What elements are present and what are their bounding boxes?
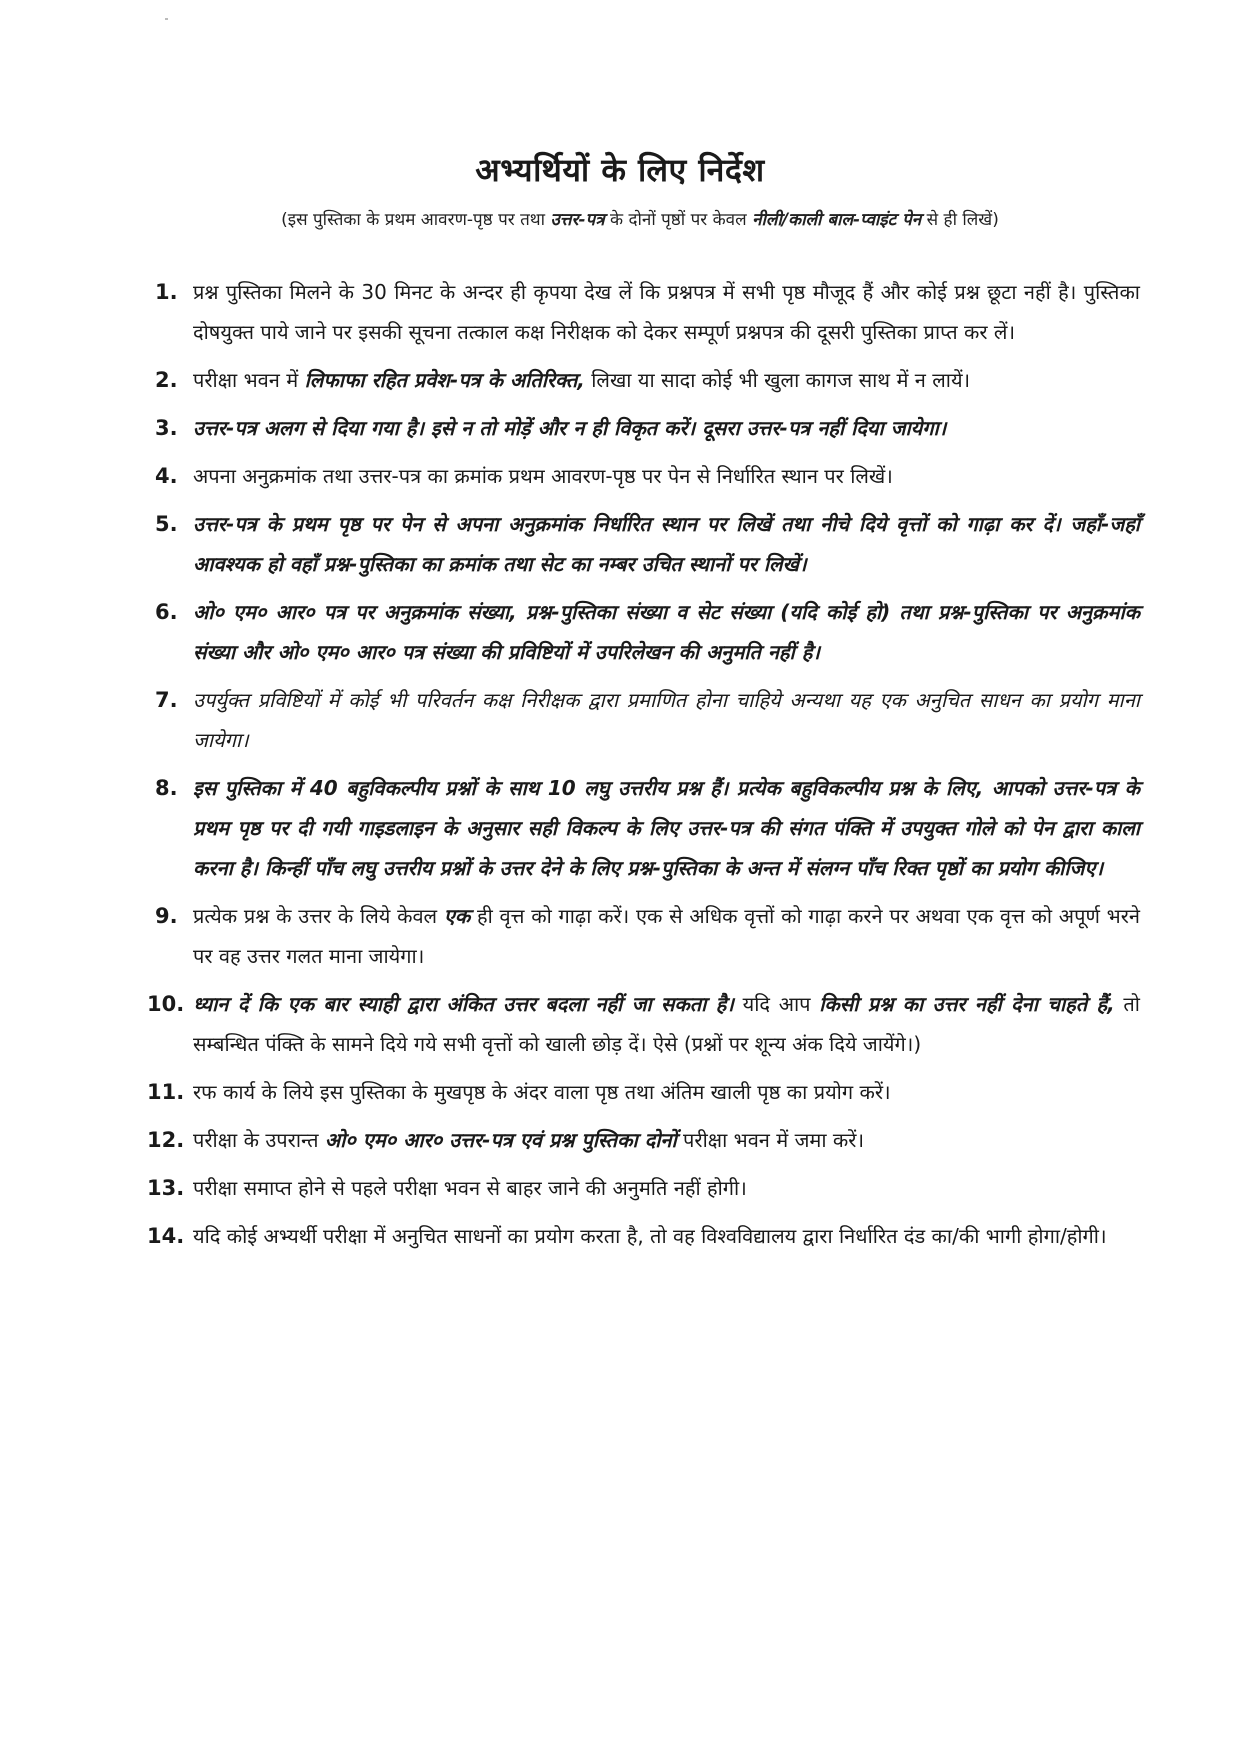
instruction-number: 8. — [155, 776, 178, 800]
instruction-item-9 — [155, 896, 1140, 976]
instruction-number: 4. — [155, 464, 178, 488]
instruction-text: उत्तर-पत्र अलग से दिया गया है। इसे न तो मोड़ें और न ही विकृत करें। दूसरा उत्तर-पत्र नहीं दिया जायेगा। — [193, 416, 947, 440]
instruction-item-11 — [147, 1072, 1140, 1112]
subtitle-part-2: उत्तर-पत्र — [550, 210, 605, 230]
page-subtitle — [150, 207, 1130, 230]
instruction-number: 11. — [147, 1080, 185, 1104]
instruction-text: तो सम्बन्धित पंक्ति के सामने दिये गये सभी वृत्तों को खाली छोड़ दें। ऐसे (प्रश्नों पर शून्य अंक दिये जायेंगे।) — [193, 992, 1140, 1056]
instruction-number: 3. — [155, 416, 178, 440]
instruction-list — [147, 272, 1140, 1264]
instruction-text: उत्तर-पत्र के प्रथम पृष्ठ पर पेन से अपना अनुक्रमांक निर्धारित स्थान पर लिखें तथा नीचे दिये वृत्तों को गाढ़ा कर दें। जहाँ-जहाँ आवश्यक हो वहाँ प्रश्न-पुस्तिका का क्रमांक तथा सेट का नम्बर उचित स्थानों पर लिखें। — [193, 512, 1140, 576]
instruction-emphasis: किसी प्रश्न का उत्तर नहीं देना चाहते हैं, — [819, 992, 1115, 1016]
instruction-emphasis: एक — [443, 904, 471, 928]
instruction-item-5 — [155, 504, 1140, 584]
instruction-number: 13. — [147, 1176, 185, 1200]
page-title: अभ्यर्थियों के लिए निर्देश — [475, 151, 765, 189]
instruction-text: प्रत्येक प्रश्न के उत्तर के लिये केवल — [193, 904, 438, 928]
instruction-item-13 — [147, 1168, 1140, 1208]
instruction-emphasis: ओ० एम० आर० उत्तर-पत्र एवं प्रश्न पुस्तिका दोनों — [324, 1128, 677, 1152]
instruction-number: 12. — [147, 1128, 185, 1152]
instruction-item-12 — [147, 1120, 1140, 1160]
instruction-text: परीक्षा भवन में जमा करें। — [683, 1128, 865, 1152]
instruction-item-4 — [155, 456, 1140, 496]
instruction-text: यदि आप — [742, 992, 811, 1016]
instruction-number: 14. — [147, 1224, 185, 1248]
instruction-text: इस पुस्तिका में 40 बहुविकल्पीय प्रश्नों के साथ 10 लघु उत्तरीय प्रश्न हैं। प्रत्येक बहुविकल्पीय प्रश्न के लिए, आपको उत्तर-पत्र के प्रथम पृष्ठ पर दी गयी गाइडलाइन के अनुसार सही विकल्प के लिए उत्तर-पत्र की संगत पंक्ति में उपयुक्त गोले को पेन द्वारा काला करना है। किन्हीं पाँच लघु उत्तरीय प्रश्नों के उत्तर देने के लिए प्रश्न-पुस्तिका के अन्त में संलग्न पाँच रिक्त पृष्ठों का प्रयोग कीजिए। — [193, 776, 1140, 880]
instruction-text: उपर्युक्त प्रविष्टियों में कोई भी परिवर्तन कक्ष निरीक्षक द्वारा प्रमाणित होना चाहिये अन्यथा यह एक अनुचित साधन का प्रयोग माना जायेगा। — [193, 688, 1140, 752]
instruction-text: ही वृत्त को गाढ़ा करें। एक से अधिक वृत्तों को गाढ़ा करने पर अथवा एक वृत्त को अपूर्ण भरने पर वह उत्तर गलत माना जायेगा। — [193, 904, 1140, 968]
instruction-item-10 — [147, 984, 1140, 1064]
instruction-number: 7. — [155, 688, 178, 712]
instruction-text: अपना अनुक्रमांक तथा उत्तर-पत्र का क्रमांक प्रथम आवरण-पृष्ठ पर पेन से निर्धारित स्थान पर लिखें। — [193, 464, 893, 488]
instruction-text: ओ० एम० आर० पत्र पर अनुक्रमांक संख्या, प्रश्न-पुस्तिका संख्या व सेट संख्या (यदि कोई हो) तथा प्रश्न-पुस्तिका पर अनुक्रमांक संख्या और ओ० एम० आर० पत्र संख्या की प्रविष्टियों में उपरिलेखन की अनुमति नहीं है। — [193, 600, 1140, 664]
instruction-item-14 — [147, 1216, 1140, 1256]
instruction-text: यदि कोई अभ्यर्थी परीक्षा में अनुचित साधनों का प्रयोग करता है, तो वह विश्वविद्यालय द्वारा निर्धारित दंड का/की भागी होगा/होगी। — [193, 1224, 1107, 1248]
subtitle-part-1: (इस पुस्तिका के प्रथम आवरण-पृष्ठ पर तथा — [281, 210, 546, 230]
instruction-item-3 — [155, 408, 1140, 448]
instruction-item-6 — [155, 592, 1140, 672]
instruction-text: प्रश्न पुस्तिका मिलने के 30 मिनट के अन्दर ही कृपया देख लें कि प्रश्नपत्र में सभी पृष्ठ मौजूद हैं और कोई प्रश्न छूटा नहीं है। पुस्तिका दोषयुक्त पाये जाने पर इसकी सूचना तत्काल कक्ष निरीक्षक को देकर सम्पूर्ण प्रश्नपत्र की दूसरी पुस्तिका प्राप्त कर लें। — [193, 280, 1140, 344]
instruction-text: रफ कार्य के लिये इस पुस्तिका के मुखपृष्ठ के अंदर वाला पृष्ठ तथा अंतिम खाली पृष्ठ का प्रयोग करें। — [193, 1080, 891, 1104]
instruction-number: 6. — [155, 600, 178, 624]
subtitle-part-3: के दोनों पृष्ठों पर केवल — [610, 210, 747, 230]
instruction-text: परीक्षा के उपरान्त — [193, 1128, 319, 1152]
instruction-number: 9. — [155, 904, 178, 928]
instruction-item-2 — [155, 360, 1140, 400]
instruction-emphasis: लिफाफा रहित प्रवेश-पत्र के अतिरिक्त, — [304, 368, 585, 392]
instruction-text: परीक्षा समाप्त होने से पहले परीक्षा भवन से बाहर जाने की अनुमति नहीं होगी। — [193, 1176, 747, 1200]
instruction-number: 10. — [147, 992, 185, 1016]
instruction-item-7 — [155, 680, 1140, 760]
instruction-item-8 — [155, 768, 1140, 888]
instruction-number: 1. — [155, 280, 178, 304]
instruction-emphasis: ध्यान दें कि एक बार स्याही द्वारा अंकित उत्तर बदला नहीं जा सकता है। — [193, 992, 734, 1016]
instruction-text: लिखा या सादा कोई भी खुला कागज साथ में न लायें। — [591, 368, 971, 392]
scan-speck — [165, 18, 168, 20]
instruction-number: 5. — [155, 512, 178, 536]
instruction-item-1 — [155, 272, 1140, 352]
subtitle-part-4: नीली/काली बाल-प्वाइंट पेन — [752, 210, 922, 230]
instruction-number: 2. — [155, 368, 178, 392]
subtitle-part-5: से ही लिखें) — [926, 210, 999, 230]
instruction-text: परीक्षा भवन में — [193, 368, 299, 392]
